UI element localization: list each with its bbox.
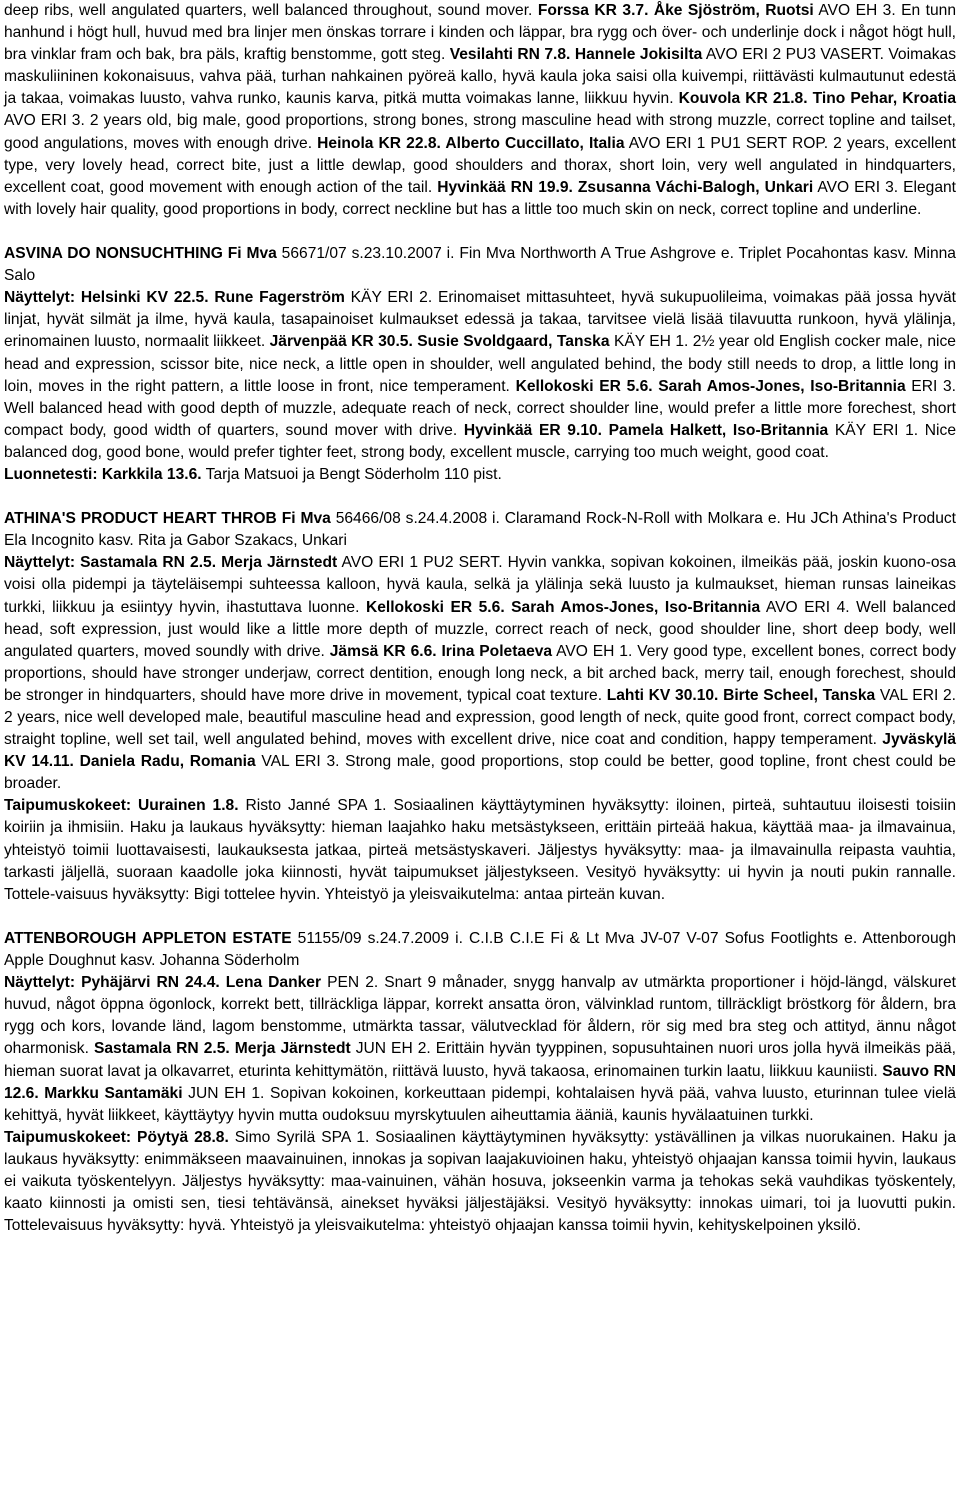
body-text: Tarja Matsuoi ja Bengt Söderholm 110 pist. — [201, 465, 502, 483]
body-text: AVO ERI 2 PU3 VASERT. Voimakas maskuliininen kokonaisuus, vahva pää, turhan nahkainen pyöreä kallo, hyvä kaula joka saisi olla kuivempi, riittävästi kulmautunut edestä ja takaa, voimakas luusto, vahva runko, kaunis karva, pitkä mutta voimakas lanne, liikkuu hyvin. — [4, 46, 956, 108]
bold-heading-text: Kouvola KR 21.8. Tino Pehar, Kroatia — [678, 90, 956, 108]
bold-heading-text: Näyttelyt: Sastamala RN 2.5. Merja Järnstedt — [4, 554, 338, 572]
body-text: VAL ERI 2. 2 years, nice well developed male, beautiful masculine head and expression, good length of neck, quite good front, correct compact body, straight topline, well set tail, well angulated behind, moves with excellent drive, nice coat and condition, happy temperament. — [4, 686, 956, 749]
body-text: AVO ERI 4. Well balanced head, soft expression, just would like a little more depth of muzzle, correct reach of neck, good shoulder line, short deep body, well angulated quarters, moved soundly with drive. — [4, 598, 956, 660]
paragraph-athina-header — [4, 508, 956, 552]
bold-heading-text: Kellokoski ER 5.6. Sarah Amos-Jones, Iso-Britannia — [365, 598, 761, 616]
body-text: AVO ERI 1 PU1 SERT ROP. 2 years, excellent type, very lovely head, correct bite, just a little dewlap, good shoulders and thorax, short loin, very well angulated in hindquarters, excellent coat, good movement with enough action of the tail. — [4, 134, 957, 196]
body-text: PEN 2. Snart 9 månader, snygg hanvalp av utmärkta proportioner i höjd-längd, välskuret huvud, något öppna ögonlock, korrekt bett, tillräckliga läppar, korrekt ansatta öron, välvinklad runtom, tillräckligt bröstkorg för åldern, bra rygg och kors, lovande länd, lagom benstomme, utmärkta tassar, välutvecklad för åldern, rör sig med bra steg och attityd, ännu något oharmonisk. — [4, 974, 957, 1058]
bold-heading-text: ASVINA DO NONSUCHTHING Fi Mva — [4, 245, 277, 263]
body-text: 56466/08 s.24.4.2008 i. Claramand Rock-N-Roll with Molkara e. Hu JCh Athina's Product Ela Incognito kasv. Rita ja Gabor Szakacs, Unkari — [4, 510, 956, 550]
bold-heading-text: ATTENBOROUGH APPLETON ESTATE — [4, 929, 292, 947]
body-text: JUN EH 1. Sopivan kokoinen, korkeuttaan pidempi, kohtalaisen hyvä pää, vahva luusto, eturinnan tulee vielä kehittyä, hyvät liikkeet, käyttäytyy hyvin mutta oudoksuu myrskytuulen aiheuttamia ääniä, kaunis hyvälaatuinen turkki. — [4, 1084, 956, 1124]
body-text: AVO ERI 1 PU2 SERT. Hyvin vankka, sopivan kokoinen, ilmeikäs pää, joskin kuono-osa voisi olla pidempi ja täyteläisempi suhteessa kalloon, hyvä kaula, selkä ja ylälinja sekä luusto ja kulmaukset, hieman runsas laineikas turkki, liikkuu ja esiintyy hyvin, ihastuttava luonne. — [4, 554, 956, 616]
bold-heading-text: Hyvinkää ER 9.10. Pamela Halkett, Iso-Britannia — [463, 421, 829, 439]
body-text: AVO EH 3. En tunn hanhund i högt hull, huvud med bra linjer men önskas torrare i kinden och läppar, bra rygg och över- och underlinje dock i något högt hull, bra vinklar fram och bak, bra päls, kraftig benstomme, gott steg. — [4, 2, 956, 64]
body-text: Simo Syrilä SPA 1. Sosiaalinen käyttäytyminen hyväksytty: ystävällinen ja vilkas nuorukainen. Haku ja laukaus hyväksytty: enimmäkseen maavainuinen, innokas ja sopivan laajakuvioinen haku, yhteistyö ohjaajan kanssa toimii hyvin, laukaus ei vaikuta työskentelyyn. Jäljestys hyväksytty: maa-vainuinen, vähän hosuva, jokseenkin varma ja tehokas sekä vauhdikas työskentely, kaato kiinnosti ja omisti sen, tiesi tehtävänsä, ainekset hyväksi jäljestäjäksi. Vesityö hyväksytty: innokas uimari, toi ja luovutti pukin. Tottelevaisuus hyväksytty: hyvä. Yhteistyö ja yleisvaikutelma: yhteistyö ohjaajan kanssa toimii hyvin, kehityskelpoinen yksilö. — [4, 1128, 956, 1235]
bold-heading-text: Sastamala RN 2.5. Merja Järnstedt — [93, 1040, 351, 1058]
paragraph-attenborough-header — [4, 928, 956, 972]
body-text: KÄY ERI 1. Nice balanced dog, good bone, would prefer tighter feet, strong body, excellent muscle, carrying too much weight, good coat. — [4, 421, 956, 461]
body-text: JUN EH 2. Erittäin hyvän tyyppinen, sopusuhtainen nuori uros jolla hyvä ilmeikäs pää, hieman suorat lavat ja olkavarret, eturinta kehittymätön, riittävä luusto, hyvä takaosa, erinomainen turkin laatu, liikkuu kauniisti. — [4, 1040, 956, 1080]
bold-heading-text: Luonnetesti: Karkkila 13.6. — [4, 465, 202, 483]
bold-heading-text: Taipumuskokeet: Pöytyä 28.8. — [4, 1128, 229, 1146]
bold-heading-text: Näyttelyt: Pyhäjärvi RN 24.4. Lena Danker — [4, 974, 322, 992]
bold-heading-text: Jyväskylä KV 14.11. Daniela Radu, Romania — [4, 731, 956, 771]
bold-heading-text: Jämsä KR 6.6. Irina Poletaeva — [329, 642, 553, 660]
bold-heading-text: Forssa KR 3.7. Åke Sjöström, Ruotsi — [537, 2, 814, 19]
bold-heading-text: Vesilahti RN 7.8. Hannele Jokisilta — [449, 46, 703, 64]
paragraph-attenborough-shows — [4, 972, 956, 1127]
paragraph-athina-trial — [4, 795, 956, 905]
body-text: deep ribs, well angulated quarters, well balanced throughout, sound mover. — [4, 2, 538, 19]
paragraph-kuznetsk-continuation — [4, 0, 956, 221]
body-text: KÄY ERI 2. Erinomaiset mittasuhteet, hyvä sukupuolileima, voimakas pää jossa hyvät linjat, hyvät silmät ja ilme, hyvä kaula, tasapainoiset kulmaukset edessä ja takaa, tarvitsee vielä lisää tilavuutta runkoon, hyvä ylälinja, erinomainen luusto, normaalit liikkeet. — [4, 289, 956, 351]
body-text: KÄY EH 1. 2½ year old English cocker male, nice head and expression, scissor bite, nice neck, a little open in shoulder, well angulated behind, the body still needs to drop, a little long in loin, moves in the right pattern, a little loose in front, nice temperament. — [4, 333, 956, 395]
body-text: AVO EH 1. Very good type, excellent bones, correct body proportions, should have stronger underjaw, correct dentition, enough long neck, a bit arched back, merry tail, enough forechest, should be stronger in hindquarters, should have more drive in movement, typical coat texture. — [4, 642, 956, 704]
paragraph-asvina-header — [4, 243, 956, 287]
bold-heading-text: Kellokoski ER 5.6. Sarah Amos-Jones, Iso-Britannia — [515, 377, 906, 395]
body-text: AVO ERI 3. 2 years old, big male, good proportions, strong bones, strong masculine head with strong muzzle, correct topline and tailset, good angulations, moves with enough drive. — [4, 112, 956, 152]
bold-heading-text: Hyvinkää RN 19.9. Zsusanna Váchi-Balogh, Unkari — [437, 178, 814, 196]
body-text: Risto Janné SPA 1. Sosiaalinen käyttäytyminen hyväksytty: iloinen, pirteä, suhtautuu iloisesti toisiin koiriin ja ihmisiin. Haku ja laukaus hyväksytty: hieman laajahko haku metsästykseen, erittäin pirteää hakua, käyttää maa- ja ilmavainua, yhteistyö toimii luottavaisesti, laukauksesta jatkaa, pirteä metsästyskaveri. Jäljestys hyväksytty: maa- ja ilmavainulla reipasta vauhtia, tarkasti jäljellä, suoraan kaadolle joka kiinnosti, hyvät taipumukset jäljestykseen. Vesityö hyväksytty: ui hyvin ja nouti pukin rannalle. Tottele-vaisuus hyväksytty: Bigi tottelee hyvin. Yhteistyö ja yleisvaikutelma: antaa pirteän kuvan. — [4, 797, 956, 903]
body-text: ERI 3. Well balanced head with good depth of muzzle, adequate reach of neck, correct shoulder line, would prefer a little more forechest, short compact body, good width of quarters, sound mover with drive. — [4, 377, 956, 439]
bold-heading-text: Taipumuskokeet: Uurainen 1.8. — [4, 797, 239, 815]
paragraph-asvina-trial — [4, 464, 956, 486]
body-text: AVO ERI 3. Elegant with lovely hair quality, good proportions in body, correct neckline but has a little too much skin on neck, correct topline and underline. — [4, 178, 956, 218]
body-text: 51155/09 s.24.7.2009 i. C.I.B C.I.E Fi & Lt Mva JV-07 V-07 Sofus Footlights e. Attenborough Apple Doughnut kasv. Johanna Söderholm — [4, 929, 956, 970]
paragraph-athina-shows — [4, 552, 956, 795]
paragraph-attenborough-trial — [4, 1127, 956, 1237]
bold-heading-text: ATHINA'S PRODUCT HEART THROB Fi Mva — [4, 510, 331, 528]
bold-heading-text: Sauvo RN 12.6. Markku Santamäki — [4, 1062, 956, 1102]
bold-heading-text: Heinola KR 22.8. Alberto Cuccillato, Italia — [317, 134, 625, 152]
body-text: VAL ERI 3. Strong male, good proportions, stop could be better, good topline, front chest could be broader. — [4, 753, 956, 793]
body-text: 56671/07 s.23.10.2007 i. Fin Mva Northworth A True Ashgrove e. Triplet Pocahontas kasv. Minna Salo — [4, 245, 956, 285]
paragraph-asvina-shows — [4, 287, 956, 464]
bold-heading-text: Näyttelyt: Helsinki KV 22.5. Rune Fagerström — [4, 289, 345, 307]
bold-heading-text: Lahti KV 30.10. Birte Scheel, Tanska — [606, 686, 876, 704]
bold-heading-text: Järvenpää KR 30.5. Susie Svoldgaard, Tanska — [269, 333, 610, 351]
